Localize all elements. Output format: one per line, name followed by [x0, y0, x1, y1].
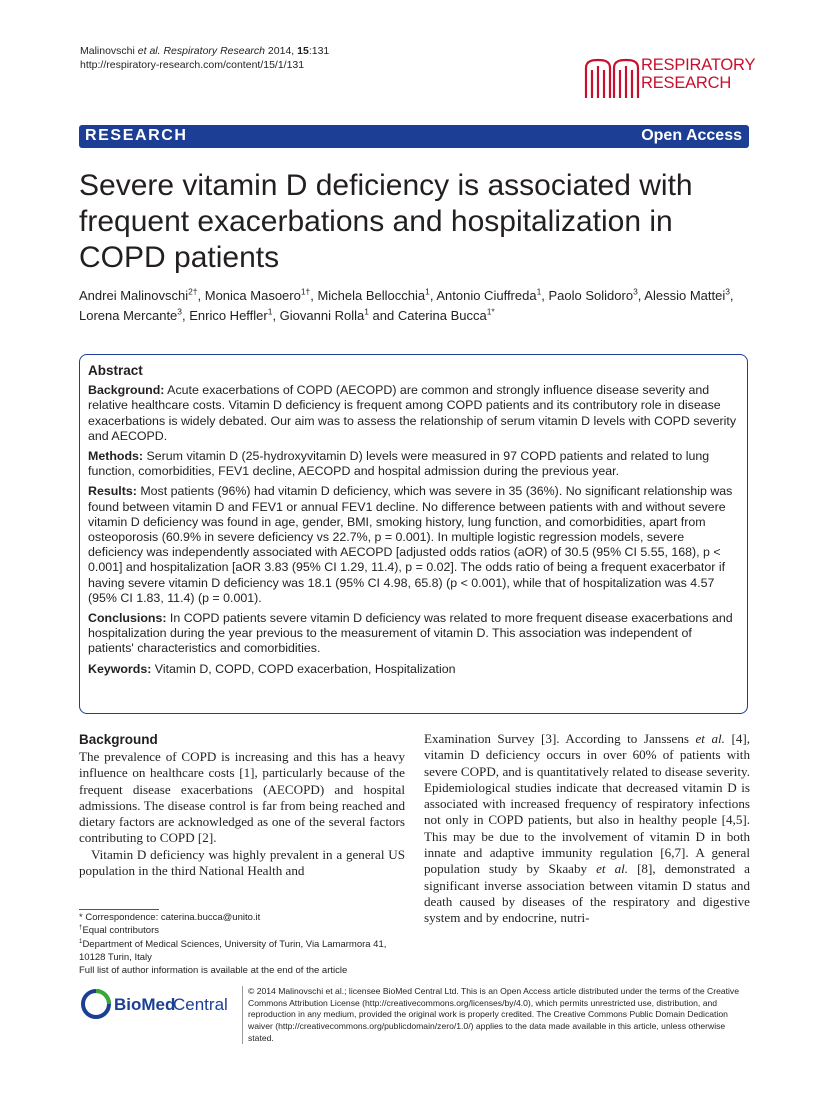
author-separator: , — [429, 288, 437, 303]
body-paragraph-2: Vitamin D deficiency was highly prevalent in a general US population in the third National Health and — [79, 846, 405, 879]
author-affiliation-sup: 2† — [188, 286, 198, 297]
biomed-text: BioMed — [114, 995, 176, 1014]
abstract-methods-label: Methods: — [88, 449, 144, 464]
biomed-central-logo-icon — [80, 986, 240, 1022]
open-access-label: Open Access — [641, 127, 742, 144]
body-paragraph-1: The prevalence of COPD is increasing and this has a heavy influence on healthcare costs [1], particularly because of the frequent disease exacerbations (AECOPD) and hospital admissions. The disease control is far from being reached and dietary factors are acknowledged as one of the several factors contributing to COPD [2]. — [79, 749, 405, 846]
author-separator: , — [272, 307, 280, 323]
author-separator: , — [541, 288, 549, 303]
abstract-heading: Abstract — [88, 363, 143, 378]
citation-year: 2014, — [265, 45, 298, 57]
abstract-results — [88, 484, 740, 606]
abstract-keywords — [88, 662, 740, 677]
central-text: Central — [173, 995, 228, 1014]
author-affiliation-sup: 1 — [364, 306, 369, 317]
footnote-rule — [79, 909, 159, 910]
dept-sup: 1 — [79, 937, 83, 945]
author-affiliation-sup: 3 — [725, 286, 730, 297]
citation-line — [80, 44, 329, 58]
abstract-keywords-label: Keywords: — [88, 661, 152, 676]
correspondence-note[interactable]: * Correspondence: caterina.bucca@unito.it — [79, 912, 261, 923]
dept-text: Department of Medical Sciences, University of Turin, Via Lamarmora 41, 10128 Turin, Italy — [79, 938, 387, 963]
body-etal: et al. — [695, 731, 725, 746]
article-title: Severe vitamin D deficiency is associated with frequent exacerbations and hospitalization in COPD patients — [79, 169, 693, 274]
abstract-results-label: Results: — [88, 484, 137, 499]
author-separator: , — [181, 307, 190, 323]
author-affiliation-sup: 3 — [633, 286, 638, 297]
article-type-label: RESEARCH — [85, 127, 188, 144]
logo-line-1: RESPIRATORY — [641, 56, 756, 74]
author-name: Enrico Heffler — [189, 307, 268, 323]
citation-volume: 15 — [297, 45, 309, 57]
abstract-results-text: Most patients (96%) had vitamin D deficiency, which was severe in 35 (36%). No significant relationship was found between vitamin D and FEV1 or annual FEV1 decline. No difference between patients with and without severe vitamin D deficiency was found in age, gender, BMI, smoking history, lung function, and comorbidities, apart from osteoporosis (60.9% in severe deficiency vs 22.7%, p = 0.001). In multiple logistic regression models, severe deficiency was independently associated with AECOPD [adjusted odds ratios (aOR) of 30.5 (95% CI 5.55, 168), p < 0.001] and hospitalization [aOR 3.83 (95% CI 1.29, 11.4), p = 0.02]. The odds ratio of being a frequent exacerbator if having severe vitamin D deficiency was 18.1 (95% CI 4.98, 65.8) (p < 0.001), while that of hospitalization was 4.57 (95% CI 1.83, 11.4) (p = 0.001). — [88, 484, 733, 605]
author-name: Caterina Bucca — [397, 307, 487, 323]
abstract-conclusions-label: Conclusions: — [88, 611, 167, 626]
author-separator: , — [197, 288, 205, 303]
citation-article: :131 — [308, 45, 330, 57]
article-url[interactable]: http://respiratory-research.com/content/15/1/131 — [80, 59, 305, 71]
abstract-content — [88, 363, 740, 682]
equal-text: Equal contributors — [82, 925, 160, 937]
equal-sup: † — [79, 924, 83, 932]
author-affiliation-sup: 1† — [300, 286, 311, 297]
license-statement: © 2014 Malinovschi et al.; licensee BioMed Central Ltd. This is an Open Access article distributed under the terms of the Creative Commons Attribution License (http://creativecommons.org/licenses/by/4.0), which permits unrestricted use, distribution, and reproduction in any medium, provided the original work is properly credited. The Creative Commons Public Domain Dedication waiver (http://creativecommons.org/publicdomain/zero/1.0/) applies to the data made available in this article, unless otherwise stated. — [248, 986, 740, 1043]
author-affiliation-sup: 3 — [177, 306, 182, 317]
body-etal: et al. — [596, 861, 629, 877]
body-text-segment: [4], vitamin D deficiency occurs in over 60% of patients with severe COPD, and is quantitatively related to disease severity. Epidemiological studies indicate that decreased vitamin D is associated with increased frequency of respiratory infections not only in COPD patients, but also in healthy people [4,5]. This may be due to the involvement of vitamin D in both innate and adaptive immunity regulation [6,7]. A general population study by Skaaby — [424, 731, 750, 877]
author-affiliation-sup: 1 — [536, 286, 542, 297]
abstract-conclusions — [88, 611, 740, 657]
abstract-methods-text: Serum vitamin D (25-hydroxyvitamin D) levels were measured in 97 COPD patients and related to lung function, comorbidities, FEV1 decline, AECOPD and hospital admission during the previous year. — [88, 449, 710, 479]
full-list-note: Full list of author information is available at the end of the article — [79, 965, 348, 977]
section-heading-background: Background — [79, 732, 158, 747]
author-list — [79, 286, 759, 325]
author-name: Andrei Malinovschi — [79, 288, 189, 303]
author-name: Lorena Mercante — [79, 307, 178, 323]
body-column-left — [79, 731, 405, 879]
author-separator: , — [637, 288, 645, 303]
author-separator: and — [368, 307, 398, 323]
article-type-banner — [79, 125, 749, 148]
license-divider — [242, 986, 243, 1044]
author-affiliation-sup: 1* — [486, 306, 495, 317]
body-column-right — [424, 731, 750, 927]
body-paragraph-3 — [424, 731, 750, 927]
citation-journal: Respiratory Research — [163, 45, 266, 57]
abstract-conclusions-text: In COPD patients severe vitamin D deficiency was related to more frequent disease exacerbations and hospitalization during the year previous to the measurement of vitamin D. This association was independent of patients' characteristics and comorbidities. — [88, 611, 733, 656]
author-name: Michela Bellocchia — [317, 288, 426, 303]
citation-header — [80, 44, 329, 72]
citation-authors: Malinovschi — [80, 45, 135, 57]
author-name: Monica Masoero — [204, 288, 301, 303]
author-affiliation-sup: 1 — [267, 306, 273, 317]
abstract-box — [79, 354, 748, 714]
abstract-background-text: Acute exacerbations of COPD (AECOPD) are common and strongly influence disease severity and relative healthcare costs. Vitamin D deficiency is frequent among COPD patients and its contributory role in disease exacerbations is widely debated. Our aim was to assess the relationship of serum vitamin D levels with COPD severity and AECOPD. — [88, 383, 737, 443]
citation-etal: et al. — [134, 45, 164, 57]
author-separator: , — [310, 288, 318, 303]
author-name: Antonio Ciuffreda — [436, 288, 537, 303]
abstract-background-label: Background: — [88, 383, 165, 398]
footnotes — [79, 911, 409, 977]
journal-logo-text — [641, 56, 755, 92]
logo-line-2: RESEARCH — [641, 74, 732, 92]
body-text-segment: [8], demonstrated a significant inverse association between vitamin D status and death caused by diseases of the respiratory and digestive system and by endocrine, nutri- — [424, 861, 750, 926]
body-text-segment: Examination Survey [3]. According to Janssens — [424, 731, 696, 746]
equal-contributors-note — [79, 924, 409, 937]
abstract-keywords-text: Vitamin D, COPD, COPD exacerbation, Hospitalization — [151, 661, 456, 676]
author-affiliation-sup: 1 — [425, 286, 430, 297]
department-note — [79, 938, 409, 965]
abstract-background — [88, 383, 740, 444]
author-name: Giovanni Rolla — [279, 307, 365, 323]
author-name: Paolo Solidoro — [548, 288, 634, 303]
author-name: Alessio Mattei — [644, 288, 726, 303]
author-separator: , — [729, 288, 734, 303]
abstract-methods — [88, 449, 740, 479]
